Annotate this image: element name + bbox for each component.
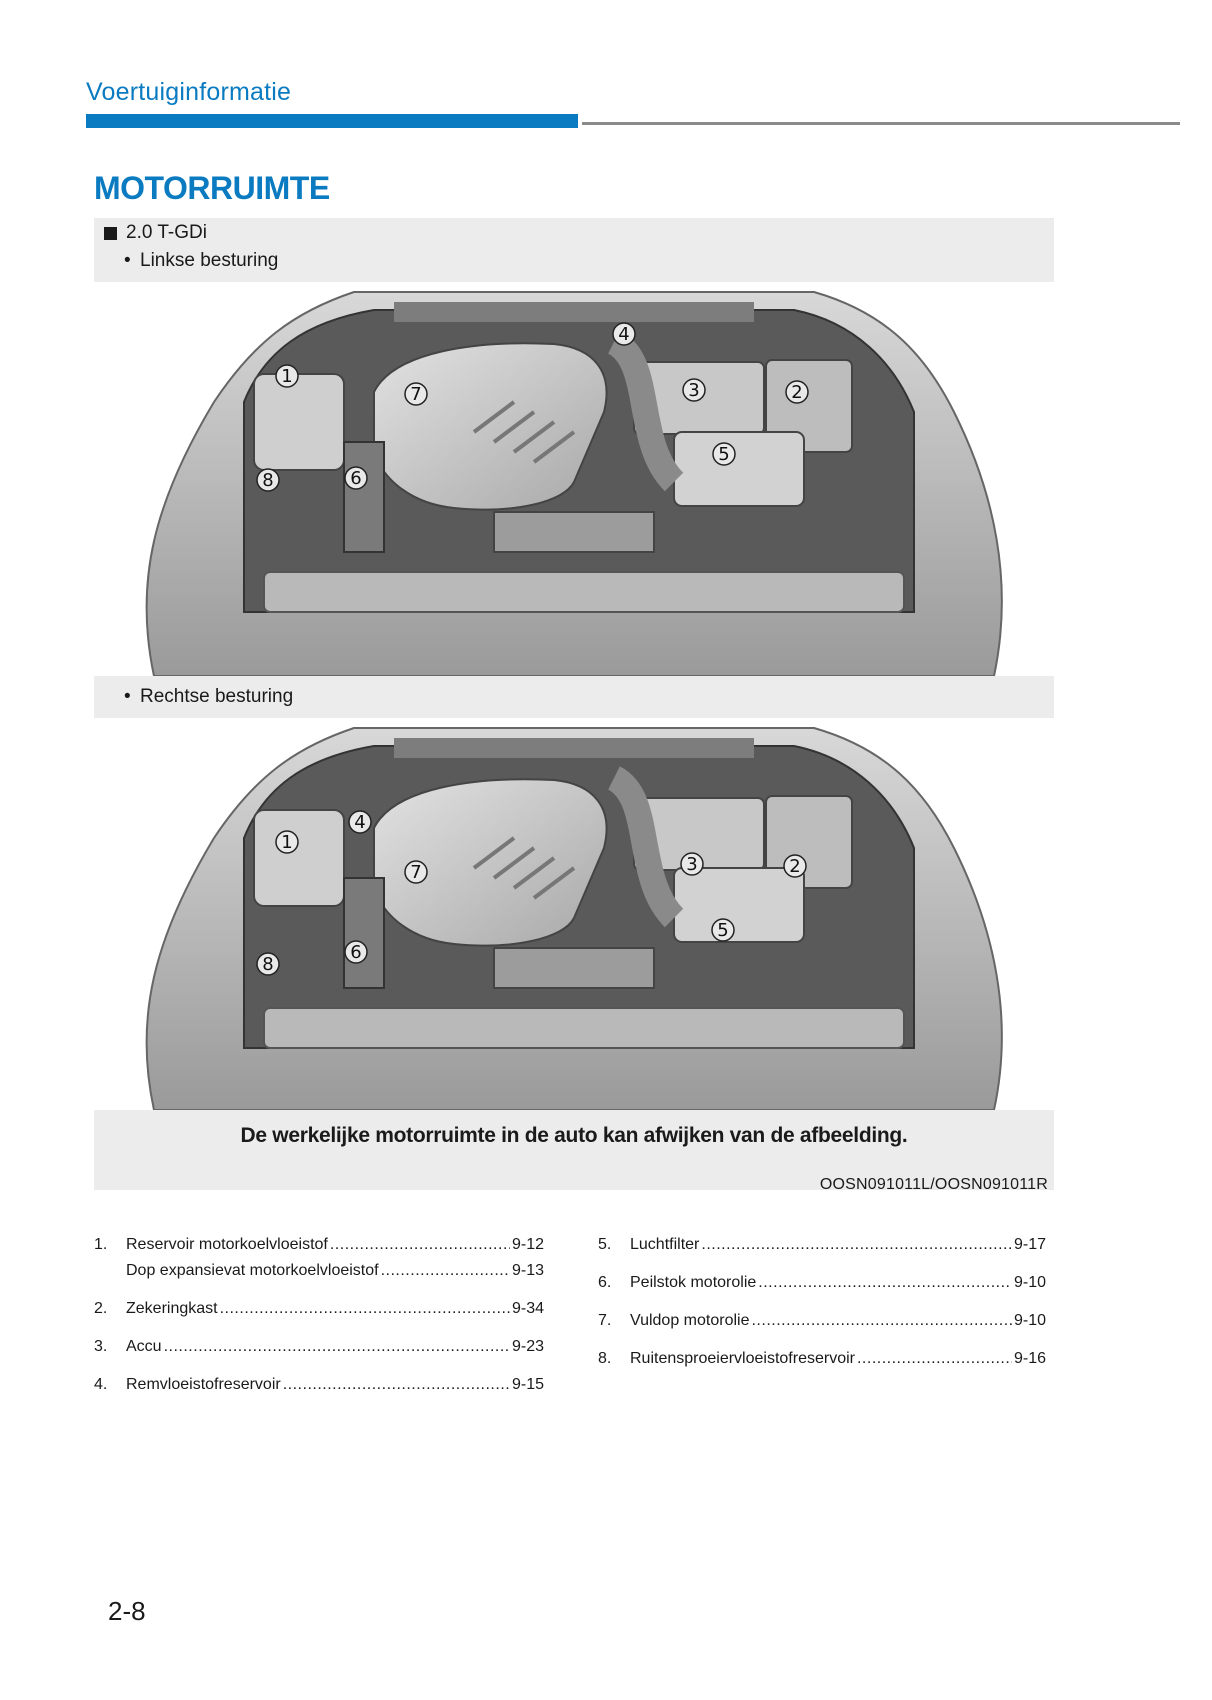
list-item bbox=[94, 1376, 544, 1394]
dot-leader bbox=[164, 1338, 510, 1356]
dot-leader bbox=[701, 1236, 1012, 1254]
engine-bay-illustration-lhd bbox=[94, 282, 1054, 676]
header-rule-blue bbox=[86, 114, 578, 128]
callout-8: 8 bbox=[262, 470, 274, 491]
callout-1: 1 bbox=[281, 832, 293, 853]
callout-5: 5 bbox=[718, 444, 730, 465]
item-label: Luchtfilter bbox=[630, 1236, 700, 1253]
callout-7: 7 bbox=[410, 384, 422, 405]
dot-leader bbox=[330, 1236, 510, 1254]
callout-3: 3 bbox=[688, 380, 700, 401]
callout-2: 2 bbox=[791, 382, 803, 403]
engine-bay-illustration-rhd bbox=[94, 718, 1054, 1110]
item-label: Reservoir motorkoelvloeistof bbox=[126, 1236, 328, 1253]
item-page: 9-13 bbox=[511, 1262, 544, 1279]
callout-7: 7 bbox=[410, 862, 422, 883]
item-page: 9-16 bbox=[1013, 1350, 1046, 1367]
item-number: 5. bbox=[598, 1236, 612, 1253]
item-number: 3. bbox=[94, 1338, 108, 1355]
item-label: Ruitensproeiervloeistofreservoir bbox=[630, 1350, 855, 1367]
callout-6: 6 bbox=[350, 468, 362, 489]
list-item bbox=[94, 1300, 544, 1318]
callout-4: 4 bbox=[618, 324, 630, 345]
rhd-label: Rechtse besturing bbox=[140, 686, 294, 707]
list-item bbox=[94, 1262, 544, 1280]
figure-caption: De werkelijke motorruimte in de auto kan afwijken van de afbeelding. bbox=[240, 1124, 908, 1147]
item-page: 9-10 bbox=[1013, 1312, 1046, 1329]
callout-2: 2 bbox=[789, 856, 801, 877]
lhd-label: Linkse besturing bbox=[140, 250, 279, 271]
item-number: 7. bbox=[598, 1312, 612, 1329]
item-page: 9-34 bbox=[511, 1300, 544, 1317]
bullet-icon: • bbox=[124, 686, 131, 707]
page-number: 2-8 bbox=[108, 1596, 146, 1626]
item-number: 2. bbox=[94, 1300, 108, 1317]
dot-leader bbox=[220, 1300, 510, 1318]
callout-3: 3 bbox=[686, 854, 698, 875]
callout-5: 5 bbox=[717, 920, 729, 941]
running-header: Voertuiginformatie bbox=[86, 78, 292, 106]
item-label: Dop expansievat motorkoelvloeistof bbox=[126, 1262, 379, 1279]
square-bullet-icon bbox=[104, 227, 117, 240]
figure-code: OOSN091011L/OOSN091011R bbox=[819, 1176, 1048, 1193]
lhd-heading bbox=[124, 250, 278, 272]
item-label: Peilstok motorolie bbox=[630, 1274, 757, 1291]
callout-4: 4 bbox=[354, 812, 366, 833]
item-number: 1. bbox=[94, 1236, 108, 1253]
callout-8: 8 bbox=[262, 954, 274, 975]
list-item bbox=[598, 1312, 1046, 1330]
dot-leader bbox=[381, 1262, 510, 1280]
dot-leader bbox=[758, 1274, 1012, 1292]
list-item bbox=[94, 1236, 544, 1254]
dot-leader bbox=[283, 1376, 510, 1394]
section-title: MOTORRUIMTE bbox=[94, 170, 330, 206]
item-label: Zekeringkast bbox=[126, 1300, 218, 1317]
bullet-icon: • bbox=[124, 250, 131, 271]
item-number: 4. bbox=[94, 1376, 108, 1393]
item-page: 9-12 bbox=[511, 1236, 544, 1253]
item-label: Accu bbox=[126, 1338, 162, 1355]
item-page: 9-10 bbox=[1013, 1274, 1046, 1291]
item-page: 9-23 bbox=[511, 1338, 544, 1355]
item-number: 8. bbox=[598, 1350, 612, 1367]
callout-1: 1 bbox=[281, 366, 293, 387]
list-item bbox=[598, 1274, 1046, 1292]
item-number: 6. bbox=[598, 1274, 612, 1291]
rhd-heading bbox=[124, 686, 293, 708]
header-rule-gray bbox=[582, 122, 1180, 125]
list-item bbox=[598, 1236, 1046, 1254]
engine-spec-label: 2.0 T-GDi bbox=[126, 222, 207, 243]
list-item bbox=[598, 1350, 1046, 1368]
engine-spec bbox=[104, 222, 207, 244]
item-page: 9-15 bbox=[511, 1376, 544, 1393]
item-number bbox=[94, 1262, 126, 1280]
list-item bbox=[94, 1338, 544, 1356]
dot-leader bbox=[751, 1312, 1011, 1330]
item-page: 9-17 bbox=[1013, 1236, 1046, 1253]
callout-6: 6 bbox=[350, 942, 362, 963]
item-label: Remvloeistofreservoir bbox=[126, 1376, 281, 1393]
item-label: Vuldop motorolie bbox=[630, 1312, 750, 1329]
dot-leader bbox=[857, 1350, 1012, 1368]
